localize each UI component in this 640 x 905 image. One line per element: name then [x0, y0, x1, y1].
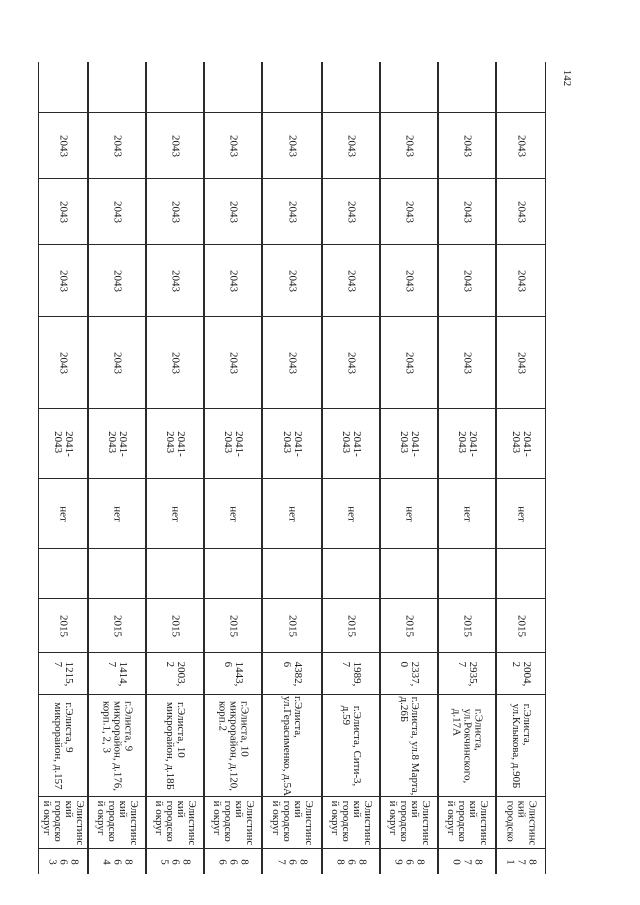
cell-text-y4: 2043 — [286, 134, 299, 157]
cell-text-y2: 2043 — [169, 269, 182, 292]
cell-text-district: Элистинс кий городско й округ — [387, 800, 432, 845]
cell-address — [89, 694, 145, 796]
cell-text-period: 2041- 2043 — [456, 430, 479, 457]
cell-text-district: Элистинс кий городско й округ — [445, 800, 490, 845]
cell-y2 — [323, 244, 379, 316]
cell-district — [439, 796, 495, 848]
cell-no — [205, 848, 261, 874]
cell-area — [439, 652, 495, 694]
cell-y1 — [497, 316, 545, 408]
cell-y1 — [39, 316, 87, 408]
cell-text-district: Элистинс кий городско — [504, 800, 539, 845]
cell-flag — [147, 478, 203, 548]
cell-flag — [205, 478, 261, 548]
cell-text-y1: 2043 — [57, 351, 70, 374]
cell-text-y1: 2043 — [403, 351, 416, 374]
cell-year — [39, 598, 87, 652]
cell-text-year: 2015 — [227, 614, 240, 637]
cell-year — [381, 598, 437, 652]
cell-text-district: Элистинс кий городско й округ — [153, 800, 198, 845]
cell-no — [147, 848, 203, 874]
cell-y2 — [205, 244, 261, 316]
cell-text-area: 2003, 2 — [164, 661, 187, 686]
cell-text-y4: 2043 — [461, 134, 474, 157]
cell-period — [381, 408, 437, 478]
cell-text-y1: 2043 — [515, 351, 528, 374]
cell-text-y1: 2043 — [111, 351, 124, 374]
cell-y4 — [497, 112, 545, 178]
cell-text-flag: нет — [403, 505, 416, 522]
table-row — [262, 62, 322, 874]
cell-text-period: 2041- 2043 — [52, 430, 75, 457]
cell-text-y4: 2043 — [227, 134, 240, 157]
cell-text-y3: 2043 — [286, 200, 299, 223]
cell-y2 — [381, 244, 437, 316]
cell-y3 — [147, 178, 203, 244]
cell-district — [323, 796, 379, 848]
cell-text-period: 2041- 2043 — [340, 430, 363, 457]
table-row — [496, 62, 546, 874]
cell-text-address: г.Элиста, 9 микрорайон, д.157 — [52, 701, 75, 790]
cell-text-y2: 2043 — [461, 269, 474, 292]
cell-no — [89, 848, 145, 874]
cell-address — [497, 694, 545, 796]
cell-last — [497, 62, 545, 112]
cell-text-y2: 2043 — [111, 269, 124, 292]
cell-text-flag: нет — [461, 505, 474, 522]
cell-district — [205, 796, 261, 848]
cell-year — [497, 598, 545, 652]
cell-y2 — [497, 244, 545, 316]
cell-y2 — [89, 244, 145, 316]
cell-area — [39, 652, 87, 694]
cell-text-address: г.Элиста, ул.Рокчинского, д.17А — [450, 708, 485, 783]
cell-text-y3: 2043 — [403, 200, 416, 223]
cell-last — [439, 62, 495, 112]
cell-last — [147, 62, 203, 112]
cell-text-no: 8 6 4 — [100, 858, 135, 865]
cell-address — [439, 694, 495, 796]
cell-blank1 — [439, 548, 495, 598]
cell-text-y3: 2043 — [345, 200, 358, 223]
page-number: 142 — [561, 69, 573, 87]
cell-period — [147, 408, 203, 478]
cell-text-flag: нет — [227, 505, 240, 522]
cell-flag — [439, 478, 495, 548]
cell-district — [263, 796, 321, 848]
cell-text-area: 1989, 7 — [340, 661, 363, 686]
cell-district — [39, 796, 87, 848]
cell-y4 — [439, 112, 495, 178]
cell-text-flag: нет — [111, 505, 124, 522]
cell-text-no: 8 6 6 — [216, 858, 251, 865]
cell-year — [89, 598, 145, 652]
cell-text-year: 2015 — [169, 614, 182, 637]
cell-y3 — [381, 178, 437, 244]
cell-flag — [39, 478, 87, 548]
cell-area — [323, 652, 379, 694]
cell-area — [497, 652, 545, 694]
cell-text-y1: 2043 — [227, 351, 240, 374]
cell-y1 — [263, 316, 321, 408]
cell-no — [323, 848, 379, 874]
cell-text-flag: нет — [515, 505, 528, 522]
cell-text-address: г.Элиста, ул.8 Марта, д.26Б — [398, 696, 421, 795]
cell-year — [147, 598, 203, 652]
cell-area — [89, 652, 145, 694]
cell-blank1 — [323, 548, 379, 598]
cell-text-address: г.Элиста, ул.Герасименко, д.5А — [281, 695, 304, 796]
cell-text-y4: 2043 — [515, 134, 528, 157]
cell-text-period: 2041- 2043 — [222, 430, 245, 457]
cell-text-district: Элистинс кий городско й округ — [41, 800, 86, 845]
cell-y3 — [497, 178, 545, 244]
cell-text-district: Элистинс кий городско й округ — [329, 800, 374, 845]
cell-y4 — [39, 112, 87, 178]
cell-district — [381, 796, 437, 848]
cell-period — [89, 408, 145, 478]
cell-year — [323, 598, 379, 652]
table-row — [38, 62, 88, 874]
rotated-table — [38, 62, 546, 874]
cell-text-area: 1414, 7 — [106, 661, 129, 686]
cell-address — [147, 694, 203, 796]
cell-text-y2: 2043 — [403, 269, 416, 292]
cell-blank1 — [205, 548, 261, 598]
cell-text-area: 2337, 0 — [398, 661, 421, 686]
cell-text-no: 8 7 1 — [504, 858, 539, 865]
cell-text-y3: 2043 — [515, 200, 528, 223]
cell-last — [381, 62, 437, 112]
cell-text-y1: 2043 — [169, 351, 182, 374]
cell-address — [323, 694, 379, 796]
cell-text-area: 2004, 2 — [510, 661, 533, 686]
cell-y4 — [205, 112, 261, 178]
cell-text-y1: 2043 — [345, 351, 358, 374]
cell-y2 — [147, 244, 203, 316]
table-row — [88, 62, 146, 874]
cell-text-no: 8 6 3 — [46, 858, 81, 865]
cell-text-y4: 2043 — [111, 134, 124, 157]
cell-last — [263, 62, 321, 112]
cell-text-address: г.Элиста, 10 микрорайон, д.120, корп.2 — [216, 700, 251, 791]
cell-no — [497, 848, 545, 874]
cell-no — [39, 848, 87, 874]
cell-flag — [323, 478, 379, 548]
cell-y2 — [439, 244, 495, 316]
cell-flag — [497, 478, 545, 548]
cell-y1 — [147, 316, 203, 408]
cell-district — [89, 796, 145, 848]
cell-y3 — [263, 178, 321, 244]
cell-area — [205, 652, 261, 694]
cell-y2 — [39, 244, 87, 316]
cell-text-y1: 2043 — [286, 351, 299, 374]
cell-text-y3: 2043 — [57, 200, 70, 223]
cell-flag — [381, 478, 437, 548]
cell-text-period: 2041- 2043 — [510, 430, 533, 457]
cell-text-year: 2015 — [461, 614, 474, 637]
table-row — [204, 62, 262, 874]
cell-text-year: 2015 — [286, 614, 299, 637]
cell-text-address: г.Элиста, 9 микрорайон, д.176, корп.1, 2, 3 — [100, 700, 135, 791]
cell-period — [439, 408, 495, 478]
cell-flag — [263, 478, 321, 548]
cell-text-y3: 2043 — [227, 200, 240, 223]
cell-year — [439, 598, 495, 652]
cell-text-no: 8 6 7 — [275, 858, 310, 865]
cell-blank1 — [147, 548, 203, 598]
cell-text-no: 8 6 9 — [392, 858, 427, 865]
cell-last — [205, 62, 261, 112]
cell-y3 — [205, 178, 261, 244]
table-row — [146, 62, 204, 874]
cell-text-year: 2015 — [111, 614, 124, 637]
cell-address — [381, 694, 437, 796]
cell-last — [89, 62, 145, 112]
cell-period — [39, 408, 87, 478]
cell-district — [497, 796, 545, 848]
cell-y3 — [323, 178, 379, 244]
cell-period — [205, 408, 261, 478]
cell-text-year: 2015 — [515, 614, 528, 637]
cell-blank1 — [497, 548, 545, 598]
cell-blank1 — [89, 548, 145, 598]
cell-y1 — [381, 316, 437, 408]
cell-y2 — [263, 244, 321, 316]
cell-blank1 — [381, 548, 437, 598]
cell-area — [147, 652, 203, 694]
cell-y4 — [323, 112, 379, 178]
cell-no — [263, 848, 321, 874]
cell-text-no: 8 6 5 — [158, 858, 193, 865]
cell-text-y4: 2043 — [345, 134, 358, 157]
table-row — [380, 62, 438, 874]
cell-text-y2: 2043 — [515, 269, 528, 292]
cell-text-period: 2041- 2043 — [281, 430, 304, 457]
cell-district — [147, 796, 203, 848]
cell-text-y3: 2043 — [169, 200, 182, 223]
table-row — [438, 62, 496, 874]
cell-text-y2: 2043 — [227, 269, 240, 292]
cell-year — [205, 598, 261, 652]
cell-text-district: Элистинс кий городско й округ — [211, 800, 256, 845]
cell-y1 — [205, 316, 261, 408]
cell-y4 — [381, 112, 437, 178]
cell-y3 — [39, 178, 87, 244]
cell-text-y2: 2043 — [57, 269, 70, 292]
cell-y4 — [147, 112, 203, 178]
cell-text-y3: 2043 — [461, 200, 474, 223]
cell-text-address: г.Элиста, ул.Клыкова, д.90Б — [510, 703, 533, 788]
cell-text-flag: нет — [169, 505, 182, 522]
cell-text-area: 1443, 6 — [222, 661, 245, 686]
cell-y4 — [263, 112, 321, 178]
cell-period — [497, 408, 545, 478]
cell-text-y4: 2043 — [403, 134, 416, 157]
cell-address — [263, 694, 321, 796]
cell-area — [381, 652, 437, 694]
cell-period — [323, 408, 379, 478]
cell-year — [263, 598, 321, 652]
cell-blank1 — [39, 548, 87, 598]
cell-text-flag: нет — [345, 505, 358, 522]
cell-period — [263, 408, 321, 478]
cell-text-y2: 2043 — [345, 269, 358, 292]
cell-flag — [89, 478, 145, 548]
cell-text-period: 2041- 2043 — [398, 430, 421, 457]
cell-no — [381, 848, 437, 874]
cell-text-district: Элистинс кий городско й округ — [95, 800, 140, 845]
cell-y4 — [89, 112, 145, 178]
cell-area — [263, 652, 321, 694]
cell-text-y4: 2043 — [57, 134, 70, 157]
cell-text-address: г.Элиста, 10 микрорайон, д.18Б — [164, 701, 187, 790]
cell-y1 — [89, 316, 145, 408]
cell-text-y1: 2043 — [461, 351, 474, 374]
cell-text-district: Элистинс кий городско й округ — [270, 800, 315, 845]
cell-text-y2: 2043 — [286, 269, 299, 292]
cell-y3 — [439, 178, 495, 244]
cell-no — [439, 848, 495, 874]
cell-blank1 — [263, 548, 321, 598]
cell-text-flag: нет — [57, 505, 70, 522]
cell-y3 — [89, 178, 145, 244]
cell-text-no: 8 6 8 — [334, 858, 369, 865]
cell-last — [323, 62, 379, 112]
cell-text-year: 2015 — [345, 614, 358, 637]
cell-address — [205, 694, 261, 796]
cell-text-area: 4382, 6 — [281, 661, 304, 686]
cell-text-area: 2935, 7 — [456, 661, 479, 686]
cell-address — [39, 694, 87, 796]
cell-text-flag: нет — [286, 505, 299, 522]
cell-text-year: 2015 — [57, 614, 70, 637]
cell-y1 — [439, 316, 495, 408]
cell-text-y3: 2043 — [111, 200, 124, 223]
cell-y1 — [323, 316, 379, 408]
cell-text-no: 8 7 0 — [450, 858, 485, 865]
cell-text-address: г.Элиста, Сити-3, д.59 — [340, 705, 363, 786]
cell-text-period: 2041- 2043 — [106, 430, 129, 457]
cell-text-area: 1215, 7 — [52, 661, 75, 686]
cell-text-year: 2015 — [403, 614, 416, 637]
cell-last — [39, 62, 87, 112]
table-row — [322, 62, 380, 874]
cell-text-period: 2041- 2043 — [164, 430, 187, 457]
cell-text-y4: 2043 — [169, 134, 182, 157]
